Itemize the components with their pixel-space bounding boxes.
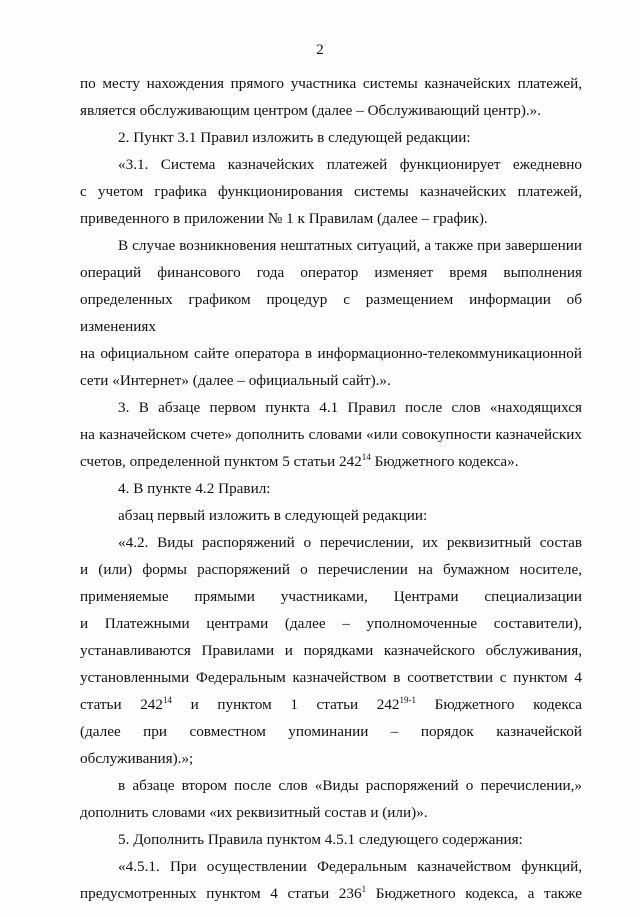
text-line: «3.1. Система казначейских платежей функционирует ежедневно — [118, 156, 582, 173]
text-line: (далее при совместном упоминании – порядок казначейской — [80, 723, 582, 740]
text-line: в абзаце втором после слов «Виды распоряжений о перечислении,» — [118, 777, 582, 794]
document-body — [80, 70, 582, 907]
text-line: «4.5.1. При осуществлении Федеральным казначейством функций, — [118, 858, 582, 875]
text-line: дополнить словами «их реквизитный состав и (или)». — [80, 804, 428, 821]
text-line — [80, 880, 582, 907]
text-line: обслуживания).»; — [80, 750, 194, 767]
text-line: на официальном сайте оператора в информационно-телекоммуникационной — [80, 345, 582, 362]
text-fragment: счетов, определенной пунктом 5 статьи 242 — [80, 453, 362, 470]
text-line: абзац первый изложить в следующей редакции: — [118, 507, 428, 524]
text-line: на казначейском счете» дополнить словами «или совокупности казначейских — [80, 426, 582, 443]
text-line: устанавливаются Правилами и порядками казначейского обслуживания, — [80, 642, 582, 659]
superscript: 14 — [361, 451, 371, 462]
text-line: сети «Интернет» (далее – официальный сайт).». — [80, 372, 391, 389]
text-line: определенных графиком процедур с размещением информации об изменениях — [80, 291, 582, 335]
text-line — [80, 448, 582, 475]
text-line: приведенного в приложении № 1 к Правилам (далее – график). — [80, 210, 488, 227]
text-line: 4. В пункте 4.2 Правил: — [118, 480, 271, 497]
text-line: В случае возникновения нештатных ситуаций, а также при завершении — [118, 237, 582, 254]
text-line: операций финансового года оператор изменяет время выполнения — [80, 264, 582, 281]
text-line: 2. Пункт 3.1 Правил изложить в следующей редакции: — [118, 129, 471, 146]
text-fragment: статьи 242 — [80, 696, 163, 713]
text-line: 3. В абзаце первом пункта 4.1 Правил после слов «находящихся — [118, 399, 582, 416]
text-line: по месту нахождения прямого участника системы казначейских платежей, — [80, 75, 582, 92]
text-fragment: Бюджетного кодекса». — [370, 453, 519, 470]
text-line: установленными Федеральным казначейством в соответствии с пунктом 4 — [80, 669, 582, 686]
text-line: является обслуживающим центром (далее – Обслуживающий центр).». — [80, 102, 542, 119]
text-fragment: Бюджетного кодекса, а также — [375, 885, 582, 902]
superscript: 1 — [361, 883, 367, 894]
text-fragment: и пунктом 1 статьи 242 — [190, 696, 400, 713]
text-line: и (или) формы распоряжений о перечислении на бумажном носителе, — [80, 561, 582, 578]
text-line: «4.2. Виды распоряжений о перечислении, их реквизитный состав — [118, 534, 582, 551]
text-fragment: Бюджетного кодекса — [434, 696, 583, 713]
text-line: с учетом графика функционирования системы казначейских платежей, — [80, 183, 582, 200]
text-fragment: предусмотренных пунктом 4 статьи 236 — [80, 885, 362, 902]
text-line: и Платежными центрами (далее – уполномоченные составители), — [80, 615, 582, 632]
text-line — [80, 691, 582, 718]
text-line: применяемые прямыми участниками, Центрами специализации — [80, 588, 582, 605]
superscript: 14 — [163, 694, 172, 705]
text-line: 5. Дополнить Правила пунктом 4.5.1 следующего содержания: — [118, 831, 523, 848]
page-number: 2 — [316, 42, 324, 58]
superscript: 19-1 — [399, 694, 417, 705]
